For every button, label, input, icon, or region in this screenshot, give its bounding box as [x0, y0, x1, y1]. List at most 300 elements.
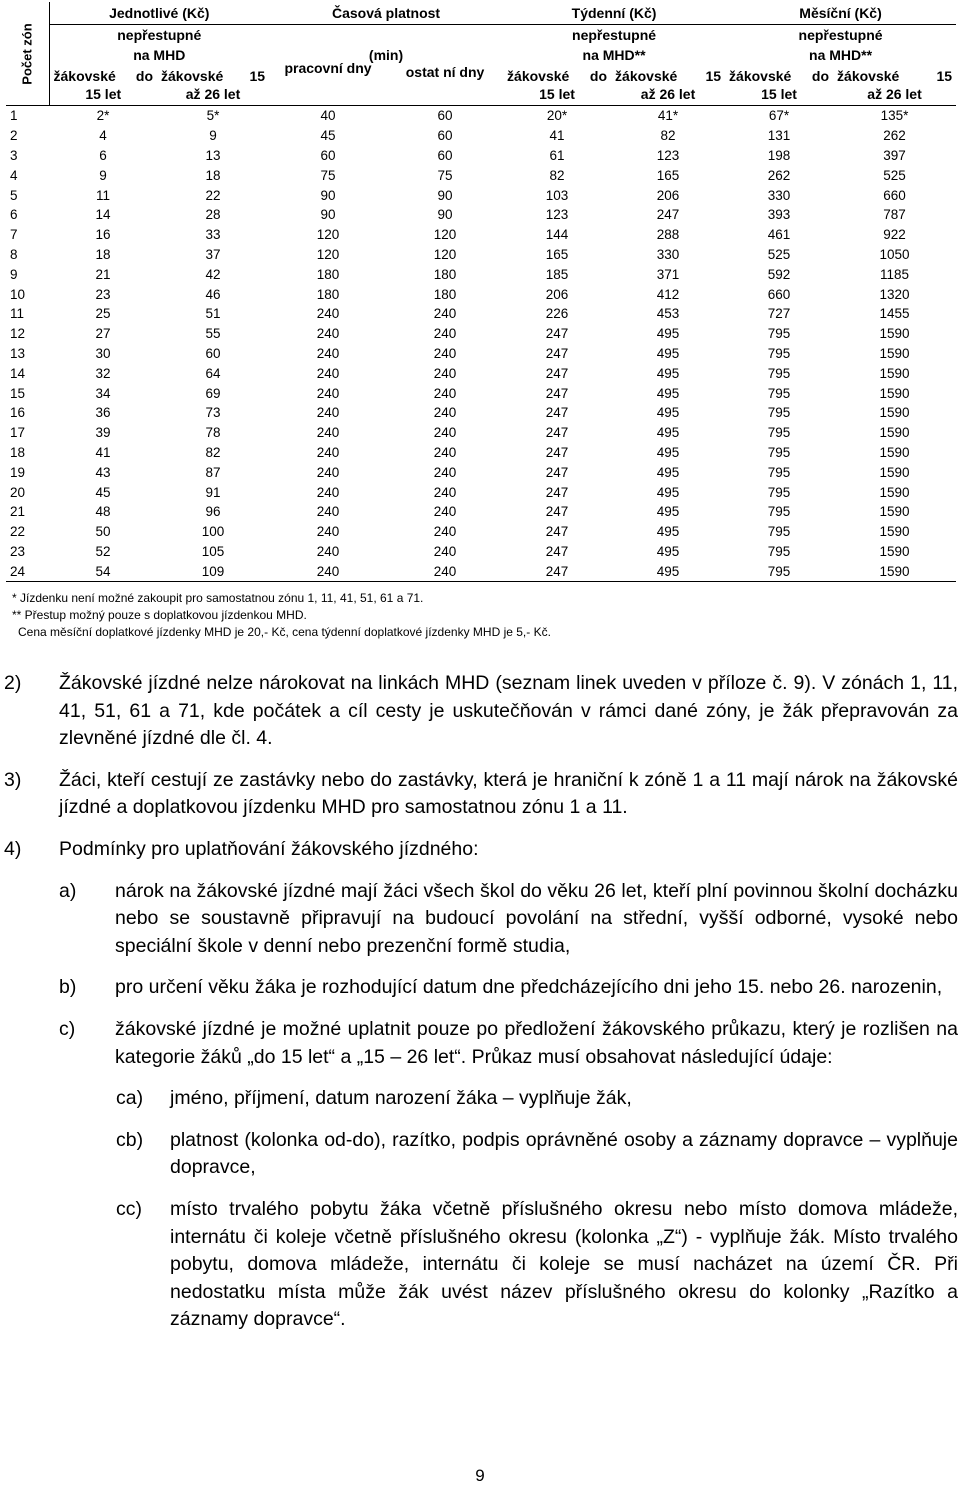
- fare-cell: 48: [95, 504, 111, 520]
- fare-cell: 73: [205, 405, 221, 421]
- col-label: 15 let: [539, 86, 575, 102]
- fare-cell: 240: [433, 464, 457, 480]
- fare-cell: 247: [545, 425, 569, 441]
- fare-cell: 660: [883, 187, 906, 203]
- fare-cell: 240: [433, 484, 457, 500]
- fare-cell: 330: [656, 246, 680, 262]
- sub-single: [49, 25, 269, 66]
- fare-cell: 180: [433, 266, 457, 282]
- fare-cell: 660: [767, 286, 791, 302]
- fare-cell: 226: [545, 306, 569, 322]
- fare-cell: 120: [433, 246, 457, 262]
- fare-cell: 1590: [879, 524, 910, 540]
- condition-a: [4, 878, 958, 961]
- fare-cell: 495: [611, 561, 725, 581]
- col-label: 15 let: [85, 86, 122, 102]
- fare-cell: 90: [437, 187, 453, 203]
- fare-cell: 60: [205, 345, 221, 361]
- fare-cell: 1590: [879, 345, 910, 361]
- fare-cell: 103: [545, 187, 569, 203]
- sub-monthly-text: nepřestupné na MHD**: [798, 27, 883, 63]
- fare-cell: 109: [157, 561, 269, 581]
- fare-cell: 18: [95, 246, 111, 262]
- table-row: [6, 146, 956, 166]
- fare-cell: 105: [201, 543, 225, 559]
- fare-cell: 32: [95, 365, 111, 381]
- fare-cell: 16: [95, 227, 111, 243]
- fare-cell: 144: [545, 227, 569, 243]
- fare-cell: 495: [656, 484, 680, 500]
- table-row: [6, 423, 956, 443]
- fare-cell: 1320: [879, 286, 910, 302]
- fare-cell: 131: [767, 128, 791, 144]
- fare-cell: 30: [95, 345, 111, 361]
- col-single-to26: [157, 65, 269, 106]
- fare-cell: 75: [320, 167, 336, 183]
- fare-cell: 1590: [879, 405, 910, 421]
- fare-cell: 1590: [879, 365, 910, 381]
- table-row: [6, 304, 956, 324]
- table-row: [6, 522, 956, 542]
- fare-cell: 787: [883, 207, 906, 223]
- fare-cell: 247: [545, 365, 569, 381]
- table-row: [6, 245, 956, 265]
- table-row: [6, 284, 956, 304]
- fare-table: [6, 2, 956, 582]
- condition-text: žákovské jízdné je možné uplatnit pouze po předložení žákovského průkazu, který je rozlišen na kategorie žáků „do 15 let“ a „15 – 26 let“. Průkaz musí obsahovat následující údaje:: [115, 1017, 958, 1068]
- fare-cell: 247: [545, 326, 569, 342]
- zone-count-cell: 24: [6, 561, 49, 581]
- sub-time-text: (min): [368, 47, 404, 63]
- table-row: [6, 106, 956, 126]
- fare-cell: 206: [545, 286, 569, 302]
- zone-count-cell: 23: [10, 543, 26, 559]
- paragraph-4: [4, 836, 958, 864]
- table-row: [6, 225, 956, 245]
- fare-cell: 61: [549, 147, 565, 163]
- condition-text: platnost (kolonka od-do), razítko, podpis oprávněné osoby a záznamy dopravce – vyplňuje dopravce,: [170, 1128, 958, 1179]
- fare-cell: 41*: [657, 108, 679, 124]
- fare-cell: 36: [95, 405, 111, 421]
- fare-cell: 87: [205, 464, 221, 480]
- fare-cell: 495: [656, 385, 680, 401]
- fare-cell: 4: [99, 128, 107, 144]
- zone-count-cell: 9: [10, 266, 18, 282]
- table-row: [6, 561, 956, 581]
- fare-cell: 60: [437, 147, 453, 163]
- zone-count-cell: 8: [10, 246, 18, 262]
- fare-cell: 795: [767, 524, 791, 540]
- fare-cell: 240: [316, 365, 340, 381]
- fare-cell: 262: [767, 167, 791, 183]
- fare-cell: 247: [656, 207, 680, 223]
- fare-cell: 247: [545, 464, 569, 480]
- condition-text: místo trvalého pobytu žáka včetně příslušného okresu nebo místo domova mládeže, internátu či koleje včetně příslušného okresu (kolonka „Z“) - vyplňuje žák. Místo trvalého pobytu, domova mládeže, internátu či koleje se musí nacházet na území ČR. Při nedostatku místa může žák uvést název příslušného okresu do kolonky „Razítko a záznamy dopravce“.: [170, 1197, 958, 1331]
- col-monthly-under15: [725, 65, 833, 106]
- col-workdays: [269, 60, 387, 106]
- fare-cell: 11: [95, 187, 110, 203]
- fare-cell: 795: [767, 444, 791, 460]
- zone-count-cell: 1: [10, 108, 18, 124]
- fare-cell: 23: [95, 286, 111, 302]
- fare-cell: 100: [201, 524, 225, 540]
- group-weekly: Týdenní (Kč): [503, 2, 725, 25]
- zone-count-cell: 22: [10, 524, 26, 540]
- fare-cell: 795: [725, 561, 833, 581]
- fare-cell: 240: [316, 385, 340, 401]
- fare-cell: 240: [387, 561, 503, 581]
- fare-cell: 52: [95, 543, 111, 559]
- fare-cell: 495: [656, 326, 680, 342]
- fare-cell: 165: [656, 167, 680, 183]
- fare-cell: 795: [767, 345, 791, 361]
- fare-cell: 393: [767, 207, 791, 223]
- zone-count-cell: 5: [10, 187, 18, 203]
- footnote-price: Cena měsíční doplatkové jízdenky MHD je 20,- Kč, cena týdenní doplatkové jízdenky MHD je 5,- Kč.: [18, 625, 551, 639]
- fare-cell: 247: [545, 524, 569, 540]
- sub-monthly: [725, 25, 956, 66]
- fare-cell: 185: [545, 266, 569, 282]
- condition-b: [4, 974, 958, 1002]
- paragraph-number: 4): [4, 837, 22, 860]
- table-row: [6, 363, 956, 383]
- table-footnotes: [12, 590, 952, 641]
- fare-cell: 21: [95, 266, 111, 282]
- fare-cell: 120: [316, 246, 340, 262]
- fare-cell: 33: [205, 227, 221, 243]
- table-row: [6, 324, 956, 344]
- fare-cell: 135*: [880, 108, 909, 124]
- zone-count-cell: 7: [10, 227, 18, 243]
- condition-label: b): [59, 976, 77, 999]
- fare-cell: 1590: [879, 504, 910, 520]
- zone-count-cell: 15: [10, 385, 26, 401]
- fare-cell: 495: [656, 504, 680, 520]
- table-row: [6, 462, 956, 482]
- zone-count-cell: 10: [10, 286, 26, 302]
- fare-cell: 1590: [879, 543, 910, 559]
- fare-cell: 51: [205, 306, 221, 322]
- zone-count-cell: 19: [10, 464, 26, 480]
- fare-cell: 5*: [206, 108, 220, 124]
- zone-count-cell: 18: [10, 444, 26, 460]
- footnote-single: * Jízdenku není možné zakoupit pro samostatnou zónu 1, 11, 41, 51, 61 a 71.: [12, 591, 424, 605]
- zone-count-cell: 14: [10, 365, 26, 381]
- fare-cell: 41: [549, 128, 565, 144]
- fare-cell: 240: [316, 326, 340, 342]
- fare-cell: 78: [205, 425, 221, 441]
- condition-ca: [4, 1085, 958, 1113]
- paragraph-number: 3): [4, 768, 22, 791]
- fare-cell: 495: [656, 543, 680, 559]
- fare-cell: 240: [316, 484, 340, 500]
- fare-cell: 90: [437, 207, 453, 223]
- fare-cell: 495: [656, 464, 680, 480]
- fare-cell: 453: [656, 306, 680, 322]
- fare-cell: 240: [316, 543, 340, 559]
- fare-cell: 20*: [546, 108, 568, 124]
- fare-cell: 64: [205, 365, 221, 381]
- fare-cell: 25: [95, 306, 111, 322]
- condition-label: c): [59, 1017, 76, 1040]
- fare-cell: 795: [767, 385, 791, 401]
- fare-cell: 165: [545, 246, 569, 262]
- table-row: [6, 185, 956, 205]
- fare-cell: 240: [433, 543, 457, 559]
- fare-cell: 1590: [879, 385, 910, 401]
- fare-cell: 795: [767, 365, 791, 381]
- fare-cell: 247: [545, 504, 569, 520]
- fare-cell: 240: [433, 444, 457, 460]
- col-label: 15: [249, 68, 266, 84]
- fare-cell: 240: [433, 306, 457, 322]
- fare-cell: 90: [320, 207, 336, 223]
- col-label: 15 let: [761, 86, 797, 102]
- fare-cell: 9: [99, 167, 107, 183]
- fare-cell: 180: [433, 286, 457, 302]
- fare-cell: 39: [95, 425, 111, 441]
- fare-cell: 6: [99, 147, 107, 163]
- condition-cb: [4, 1127, 958, 1182]
- fare-cell: 592: [767, 266, 791, 282]
- fare-cell: 795: [767, 484, 791, 500]
- fare-cell: 54: [49, 561, 157, 581]
- sub-single-text: nepřestupné na MHD: [117, 27, 202, 63]
- fare-cell: 240: [433, 504, 457, 520]
- condition-cc: [4, 1196, 958, 1334]
- fare-cell: 795: [767, 543, 791, 559]
- table-row: [6, 165, 956, 185]
- fare-cell: 247: [545, 385, 569, 401]
- fare-cell: 240: [316, 345, 340, 361]
- fare-cell: 1590: [879, 464, 910, 480]
- group-monthly: Měsíční (Kč): [725, 2, 956, 25]
- paragraph-2: [4, 670, 958, 753]
- fare-cell: 90: [320, 187, 336, 203]
- fare-cell: 397: [883, 147, 906, 163]
- table-row: [6, 344, 956, 364]
- fare-cell: 42: [205, 266, 221, 282]
- footnote-double: ** Přestup možný pouze s doplatkovou jízdenkou MHD.: [12, 608, 307, 622]
- fare-cell: 1590: [879, 484, 910, 500]
- col-label: 15: [705, 68, 722, 84]
- col-otherdays: [387, 65, 503, 106]
- zone-count-cell: 4: [10, 167, 18, 183]
- fare-cell: 45: [320, 128, 336, 144]
- table-row: [6, 542, 956, 562]
- fare-cell: 495: [656, 345, 680, 361]
- fare-cell: 495: [656, 524, 680, 540]
- fare-cell: 75: [437, 167, 453, 183]
- table-row: [6, 403, 956, 423]
- fare-cell: 18: [205, 167, 221, 183]
- fare-cell: 240: [433, 524, 457, 540]
- fare-cell: 495: [656, 425, 680, 441]
- fare-cell: 240: [316, 425, 340, 441]
- fare-cell: 45: [95, 484, 111, 500]
- fare-cell: 41: [95, 444, 111, 460]
- fare-cell: 240: [316, 464, 340, 480]
- fare-cell: 495: [656, 444, 680, 460]
- fare-cell: 727: [767, 306, 791, 322]
- zones-header: Počet zón: [6, 2, 49, 106]
- zone-count-cell: 6: [10, 207, 18, 223]
- fare-cell: 34: [95, 385, 111, 401]
- article-body: [4, 670, 958, 1334]
- fare-cell: 247: [545, 484, 569, 500]
- col-label: 15: [936, 68, 953, 84]
- fare-cell: 40: [320, 108, 336, 124]
- fare-cell: 525: [883, 167, 906, 183]
- fare-cell: 1455: [879, 306, 910, 322]
- sub-weekly-text: nepřestupné na MHD**: [572, 27, 657, 63]
- fare-cell: 180: [316, 286, 340, 302]
- fare-cell: 240: [433, 385, 457, 401]
- fare-cell: 206: [656, 187, 680, 203]
- col-label: žákovské: [729, 68, 792, 84]
- fare-cell: 371: [656, 266, 680, 282]
- table-row: [6, 205, 956, 225]
- fare-cell: 1590: [833, 561, 956, 581]
- fare-cell: 120: [433, 227, 457, 243]
- zone-count-cell: 20: [10, 484, 26, 500]
- col-label: žákovské: [615, 68, 678, 84]
- col-weekly-under15: [503, 65, 611, 106]
- fare-cell: 247: [545, 405, 569, 421]
- fare-cell: 43: [95, 464, 111, 480]
- fare-cell: 96: [205, 504, 221, 520]
- paragraph-text: Žákovské jízdné nelze nárokovat na linkách MHD (seznam linek uveden v příloze č. 9). V zónách 1, 11, 41, 51, 61 a 71, kde počátek a cíl cesty je uskutečňován v rámci dané zóny, je žák přepravován za zlevněné jízdné dle čl. 4.: [59, 672, 958, 750]
- paragraph-3: [4, 767, 958, 822]
- col-single-under15: [49, 65, 157, 106]
- col-label: až 26 let: [640, 86, 696, 102]
- fare-cell: 240: [269, 561, 387, 581]
- page-number: 9: [475, 1466, 485, 1485]
- condition-label: ca): [116, 1087, 144, 1110]
- fare-cell: 1185: [880, 266, 910, 282]
- fare-cell: 46: [205, 286, 221, 302]
- col-monthly-to26: [833, 65, 956, 106]
- fare-cell: 82: [205, 444, 221, 460]
- zone-count-cell: 3: [10, 147, 18, 163]
- fare-cell: 123: [545, 207, 569, 223]
- fare-cell: 123: [656, 147, 680, 163]
- fare-cell: 91: [205, 484, 221, 500]
- fare-cell: 288: [656, 227, 680, 243]
- group-single: Jednotlivé (Kč): [49, 2, 269, 25]
- table-row: [6, 482, 956, 502]
- col-label: do: [589, 68, 608, 84]
- condition-label: a): [59, 879, 77, 902]
- col-weekly-to26: [611, 65, 725, 106]
- fare-cell: 525: [767, 246, 791, 262]
- condition-label: cc): [116, 1197, 142, 1220]
- sub-weekly: [503, 25, 725, 66]
- paragraph-number: 2): [4, 672, 22, 694]
- table-row: [6, 264, 956, 284]
- fare-cell: 795: [767, 405, 791, 421]
- fare-cell: 14: [95, 207, 111, 223]
- fare-cell: 69: [205, 385, 221, 401]
- fare-cell: 247: [545, 543, 569, 559]
- paragraph-text: Podmínky pro uplatňování žákovského jízdného:: [59, 837, 479, 860]
- condition-label: cb): [116, 1128, 144, 1151]
- fare-cell: 22: [205, 187, 221, 203]
- fare-cell: 1590: [879, 425, 910, 441]
- fare-cell: 795: [767, 504, 791, 520]
- condition-c: [4, 1016, 958, 1071]
- fare-cell: 247: [503, 561, 611, 581]
- fare-cell: 120: [316, 227, 340, 243]
- fare-cell: 37: [205, 246, 221, 262]
- condition-text: jméno, příjmení, datum narození žáka – vyplňuje žák,: [170, 1087, 632, 1110]
- table-row: [6, 383, 956, 403]
- table-row: [6, 126, 956, 146]
- col-label: žákovské: [53, 68, 116, 84]
- fare-cell: 262: [883, 128, 906, 144]
- fare-cell: 60: [437, 108, 453, 124]
- fare-cell: 60: [437, 128, 453, 144]
- col-label: do: [811, 68, 830, 84]
- fare-cell: 1590: [879, 326, 910, 342]
- fare-cell: 240: [433, 365, 457, 381]
- fare-cell: 1590: [879, 444, 910, 460]
- fare-cell: 9: [209, 128, 217, 144]
- table-row: [6, 443, 956, 463]
- fare-cell: 82: [660, 128, 676, 144]
- fare-cell: 240: [433, 345, 457, 361]
- fare-cell: 1050: [879, 246, 910, 262]
- zone-count-cell: 13: [10, 345, 26, 361]
- fare-cell: 412: [656, 286, 680, 302]
- fare-cell: 50: [95, 524, 111, 540]
- col-label: žákovské: [161, 68, 224, 84]
- fare-cell: 28: [205, 207, 221, 223]
- table-row: [6, 502, 956, 522]
- fare-cell: 795: [767, 464, 791, 480]
- fare-cell: 461: [767, 227, 791, 243]
- fare-cell: 198: [767, 147, 791, 163]
- fare-cell: 795: [767, 326, 791, 342]
- fare-cell: 27: [95, 326, 111, 342]
- fare-cell: 180: [316, 266, 340, 282]
- zone-count-cell: 11: [10, 306, 25, 322]
- fare-cell: 240: [433, 405, 457, 421]
- zone-count-cell: 21: [10, 504, 26, 520]
- condition-text: pro určení věku žáka je rozhodující datum dne předcházejícího dni jeho 15. nebo 26. narozenin,: [115, 976, 943, 999]
- condition-text: nárok na žákovské jízdné mají žáci všech škol do věku 26 let, kteří plní povinnou školní docházku nebo se soustavně připravují na budoucí povolání na střední, vyšší odborné, vysoké nebo speciální škole v denní nebo prezenční formě studia,: [115, 879, 958, 957]
- fare-cell: 247: [545, 345, 569, 361]
- group-time: Časová platnost: [269, 2, 503, 25]
- fare-cell: 67*: [768, 108, 790, 124]
- col-label: ostat ní dny: [405, 64, 485, 80]
- col-label: až 26 let: [185, 86, 241, 102]
- fare-cell: 795: [767, 425, 791, 441]
- zone-count-cell: 16: [10, 405, 26, 421]
- fare-cell: 55: [205, 326, 221, 342]
- col-label: až 26 let: [867, 86, 922, 102]
- fare-cell: 13: [205, 147, 221, 163]
- col-label: žákovské: [507, 68, 570, 84]
- col-label: do: [135, 68, 153, 84]
- fare-cell: 2*: [96, 108, 110, 124]
- fare-cell: 495: [656, 365, 680, 381]
- fare-cell: 240: [433, 425, 457, 441]
- col-label: pracovní dny: [284, 60, 372, 76]
- zone-count-cell: 12: [10, 326, 26, 342]
- zone-count-cell: 2: [10, 128, 18, 144]
- fare-cell: 240: [316, 524, 340, 540]
